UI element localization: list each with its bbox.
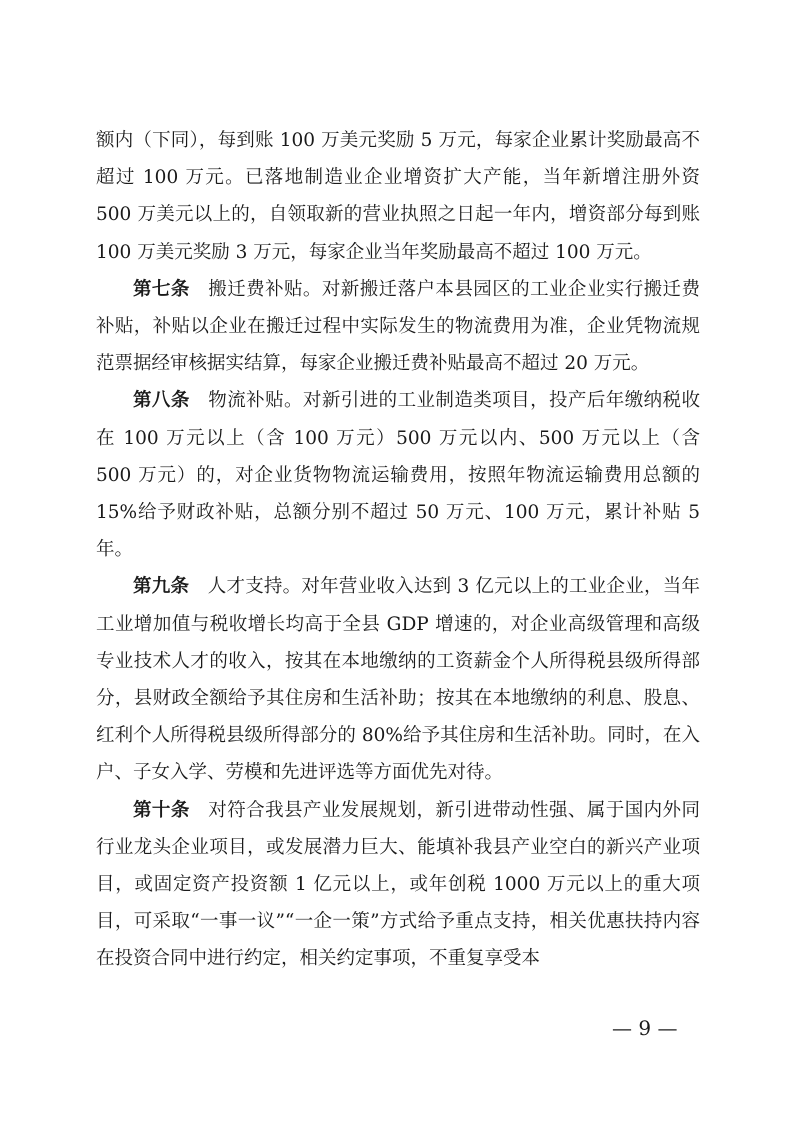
paragraph-text: 人才支持。对年营业收入达到 3 亿元以上的工业企业，当年工业增加值与税收增长均高于全县 GDP 增速的，对企业高级管理和高级专业技术人才的收入，按其在本地缴纳的工资薪金个人所得税县级所得部分，县财政全额给予其住房和生活补助；按其在本地缴纳的利息、股息、红利个人所得税县级所得部分的 80%给予其住房和生活补助。同时，在入户、子女入学、劳模和先进评选等方面优先对待。 (96, 576, 700, 784)
article-8 (96, 382, 700, 568)
paragraph-text: 物流补贴。对新引进的工业制造类项目，投产后年缴纳税收在 100 万元以上（含 100 万元）500 万元以内、500 万元以上（含 500 万元）的，对企业货物物流运输费用，按照年物流运输费用总额的 15%给予财政补贴，总额分别不超过 50 万元、100 万元，累计补贴 5 年。 (96, 390, 700, 561)
paragraph-continuation (96, 122, 700, 271)
article-number: 第八条 (133, 390, 190, 412)
paragraph-text: 额内（下同），每到账 100 万美元奖励 5 万元，每家企业累计奖励最高不超过 100 万元。已落地制造业企业增资扩大产能，当年新增注册外资 500 万美元以上的，自领取新的营业执照之日起一年内，增资部分每到账 100 万美元奖励 3 万元，每家企业当年奖励最高不超过 100 万元。 (96, 130, 700, 263)
article-number: 第九条 (133, 576, 190, 598)
document-body (96, 122, 700, 978)
paragraph-text: 搬迁费补贴。对新搬迁落户本县园区的工业企业实行搬迁费补贴，补贴以企业在搬迁过程中实际发生的物流费用为准，企业凭物流规范票据经审核据实结算，每家企业搬迁费补贴最高不超过 20 万元。 (96, 278, 700, 375)
article-10 (96, 792, 700, 978)
article-7 (96, 271, 700, 383)
article-number: 第十条 (133, 799, 190, 821)
paragraph-text: 对符合我县产业发展规划，新引进带动性强、属于国内外同行业龙头企业项目，或发展潜力巨大、能填补我县产业空白的新兴产业项目，或固定资产投资额 1 亿元以上，或年创税 1000 万元以上的重大项目，可采取“一事一议”“一企一策”方式给予重点支持，相关优惠扶持内容在投资合同中进行约定，相关约定事项，不重复享受本 (96, 799, 700, 970)
page-number: — 9 — (612, 1016, 678, 1040)
article-9 (96, 568, 700, 791)
article-number: 第七条 (133, 278, 190, 300)
